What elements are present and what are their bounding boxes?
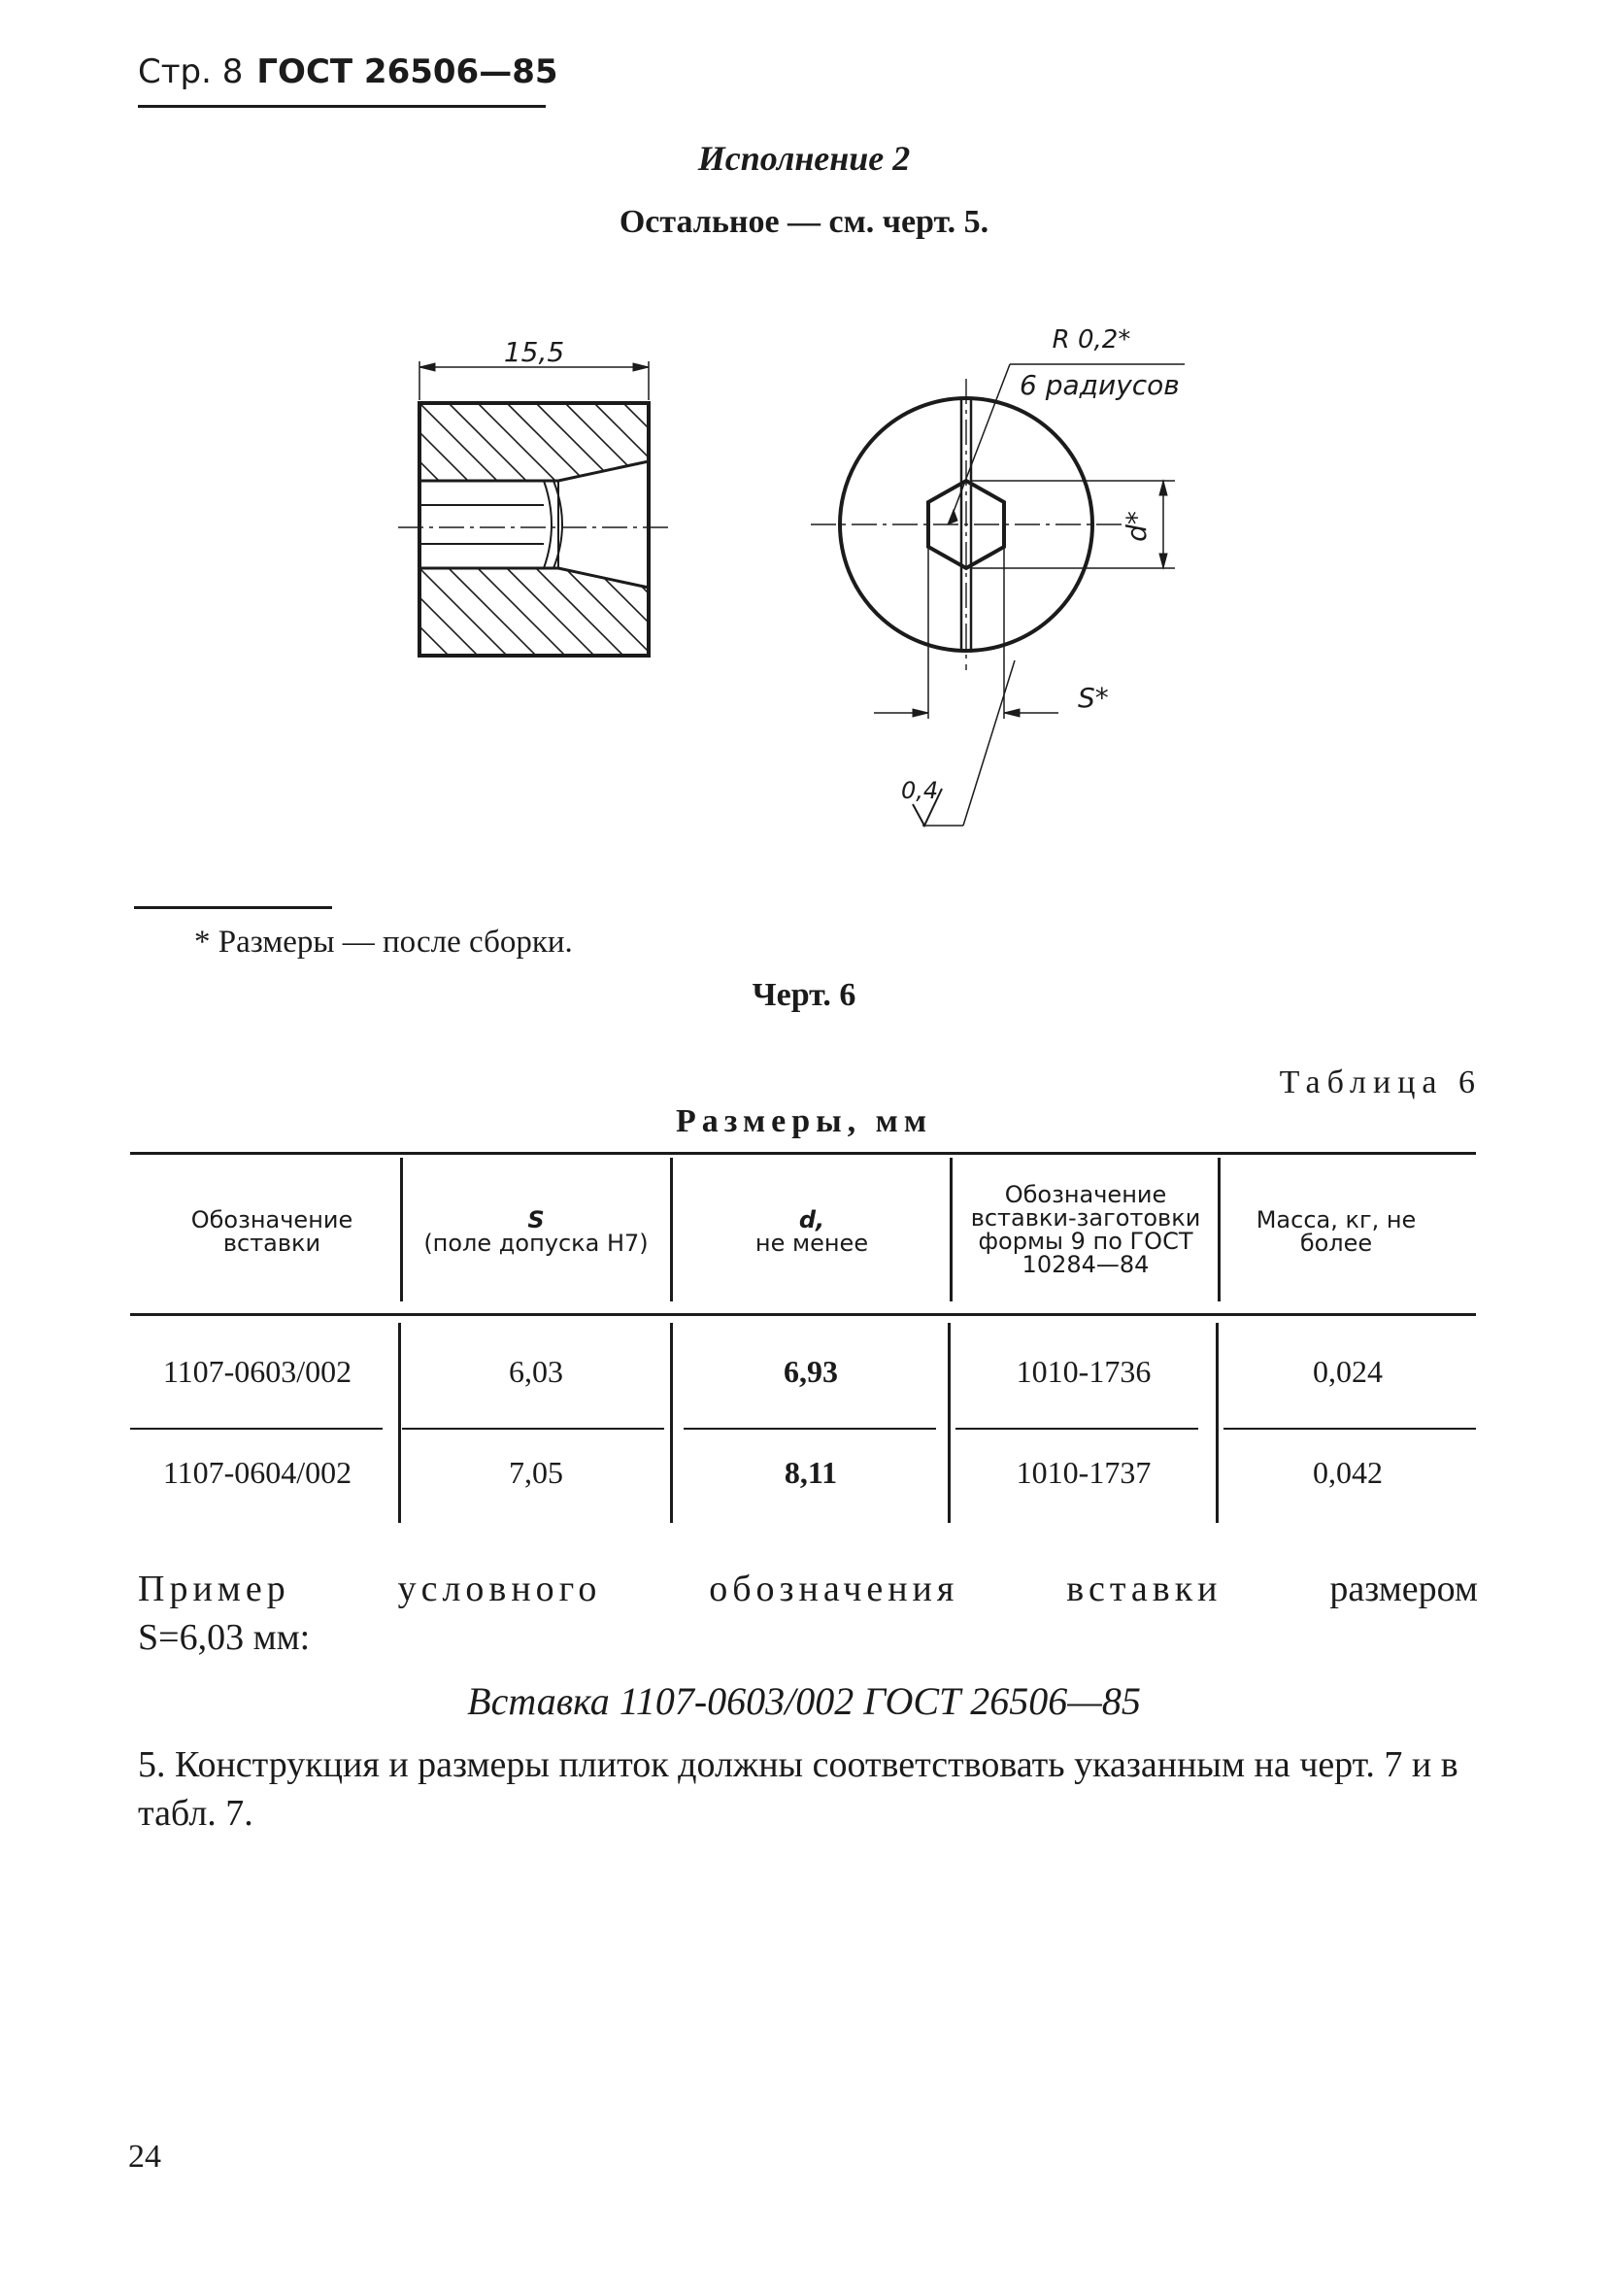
col-divider [1218, 1158, 1221, 1301]
example-word: Пример [138, 1569, 290, 1609]
header-blank-insert: Обозначение вставки-заготовки формы 9 по ГОСТ 10284—84 [970, 1181, 1201, 1278]
roughness-value: 0,4 [901, 777, 939, 804]
figure-caption: Черт. 6 [752, 977, 856, 1013]
cell-designation: 1107-0603/002 [162, 1354, 352, 1389]
insert-drawing [369, 311, 1223, 855]
page-label: Стр. 8 [138, 52, 244, 91]
page-number: 24 [128, 2139, 161, 2175]
cell-mass: 0,042 [1313, 1455, 1383, 1490]
col-divider [1216, 1323, 1219, 1523]
header-s-text: (поле допуска Н7) [423, 1230, 649, 1257]
example-word: обозначения [709, 1569, 959, 1609]
header-s-symbol: S [527, 1206, 545, 1233]
cell-blank: 1010-1736 [1016, 1354, 1152, 1389]
table-header-rule [130, 1313, 1476, 1316]
dim-length: 15,5 [503, 336, 565, 368]
example-word: условного [397, 1569, 602, 1609]
front-view [811, 364, 1185, 826]
example-word: вставки [1066, 1569, 1223, 1609]
variant-title: Исполнение 2 [697, 139, 911, 178]
cell-d: 8,11 [784, 1455, 838, 1490]
cell-s: 7,05 [509, 1455, 563, 1490]
col-divider [670, 1323, 673, 1523]
row-rule [955, 1428, 1198, 1430]
header-s [402, 1208, 670, 1255]
rest-note: Остальное — см. черт. 5. [619, 204, 989, 240]
running-header [138, 52, 558, 91]
table-label: Таблица 6 [1279, 1064, 1482, 1100]
cell-s: 6,03 [509, 1354, 563, 1389]
standard-number: ГОСТ 26506—85 [256, 52, 558, 91]
header-mass: Масса, кг, не более [1256, 1206, 1417, 1257]
row-rule [1223, 1428, 1476, 1430]
row-rule [130, 1428, 383, 1430]
paragraph-5: 5. Конструкция и размеры плиток должны соответствовать указанным на черт. 7 и в табл. 7. [138, 1744, 1458, 1834]
cell-blank: 1010-1737 [1016, 1455, 1152, 1490]
col-divider [948, 1323, 951, 1523]
footnote: * Размеры — после сборки. [194, 925, 573, 960]
col-divider [670, 1158, 673, 1301]
example-word: размером [1329, 1569, 1478, 1609]
cell-mass: 0,024 [1313, 1354, 1383, 1389]
header-d-symbol: d, [798, 1206, 825, 1233]
dim-d: d* [1121, 511, 1153, 542]
header-d-text: не менее [754, 1230, 869, 1257]
cell-designation: 1107-0604/002 [162, 1455, 352, 1490]
dim-radius-note: 6 радиусов [1020, 369, 1180, 401]
row-rule [684, 1428, 936, 1430]
col-divider [950, 1158, 953, 1301]
dim-s: S* [1078, 682, 1109, 714]
section-view [369, 361, 720, 665]
table-top-rule [130, 1152, 1476, 1155]
table-subtitle: Размеры, мм [676, 1103, 932, 1139]
cell-d: 6,93 [784, 1354, 838, 1389]
example-designation: Вставка 1107-0603/002 ГОСТ 26506—85 [467, 1679, 1141, 1723]
example-intro [138, 1568, 1478, 1610]
header-rule [138, 105, 546, 108]
col-divider [398, 1323, 401, 1523]
row-rule [402, 1428, 664, 1430]
footnote-rule [134, 906, 332, 909]
example-size: S=6,03 мм: [138, 1617, 311, 1658]
dim-radius: R 0,2* [1052, 325, 1131, 355]
header-designation: Обозначение вставки [190, 1206, 353, 1257]
header-d [674, 1208, 950, 1255]
